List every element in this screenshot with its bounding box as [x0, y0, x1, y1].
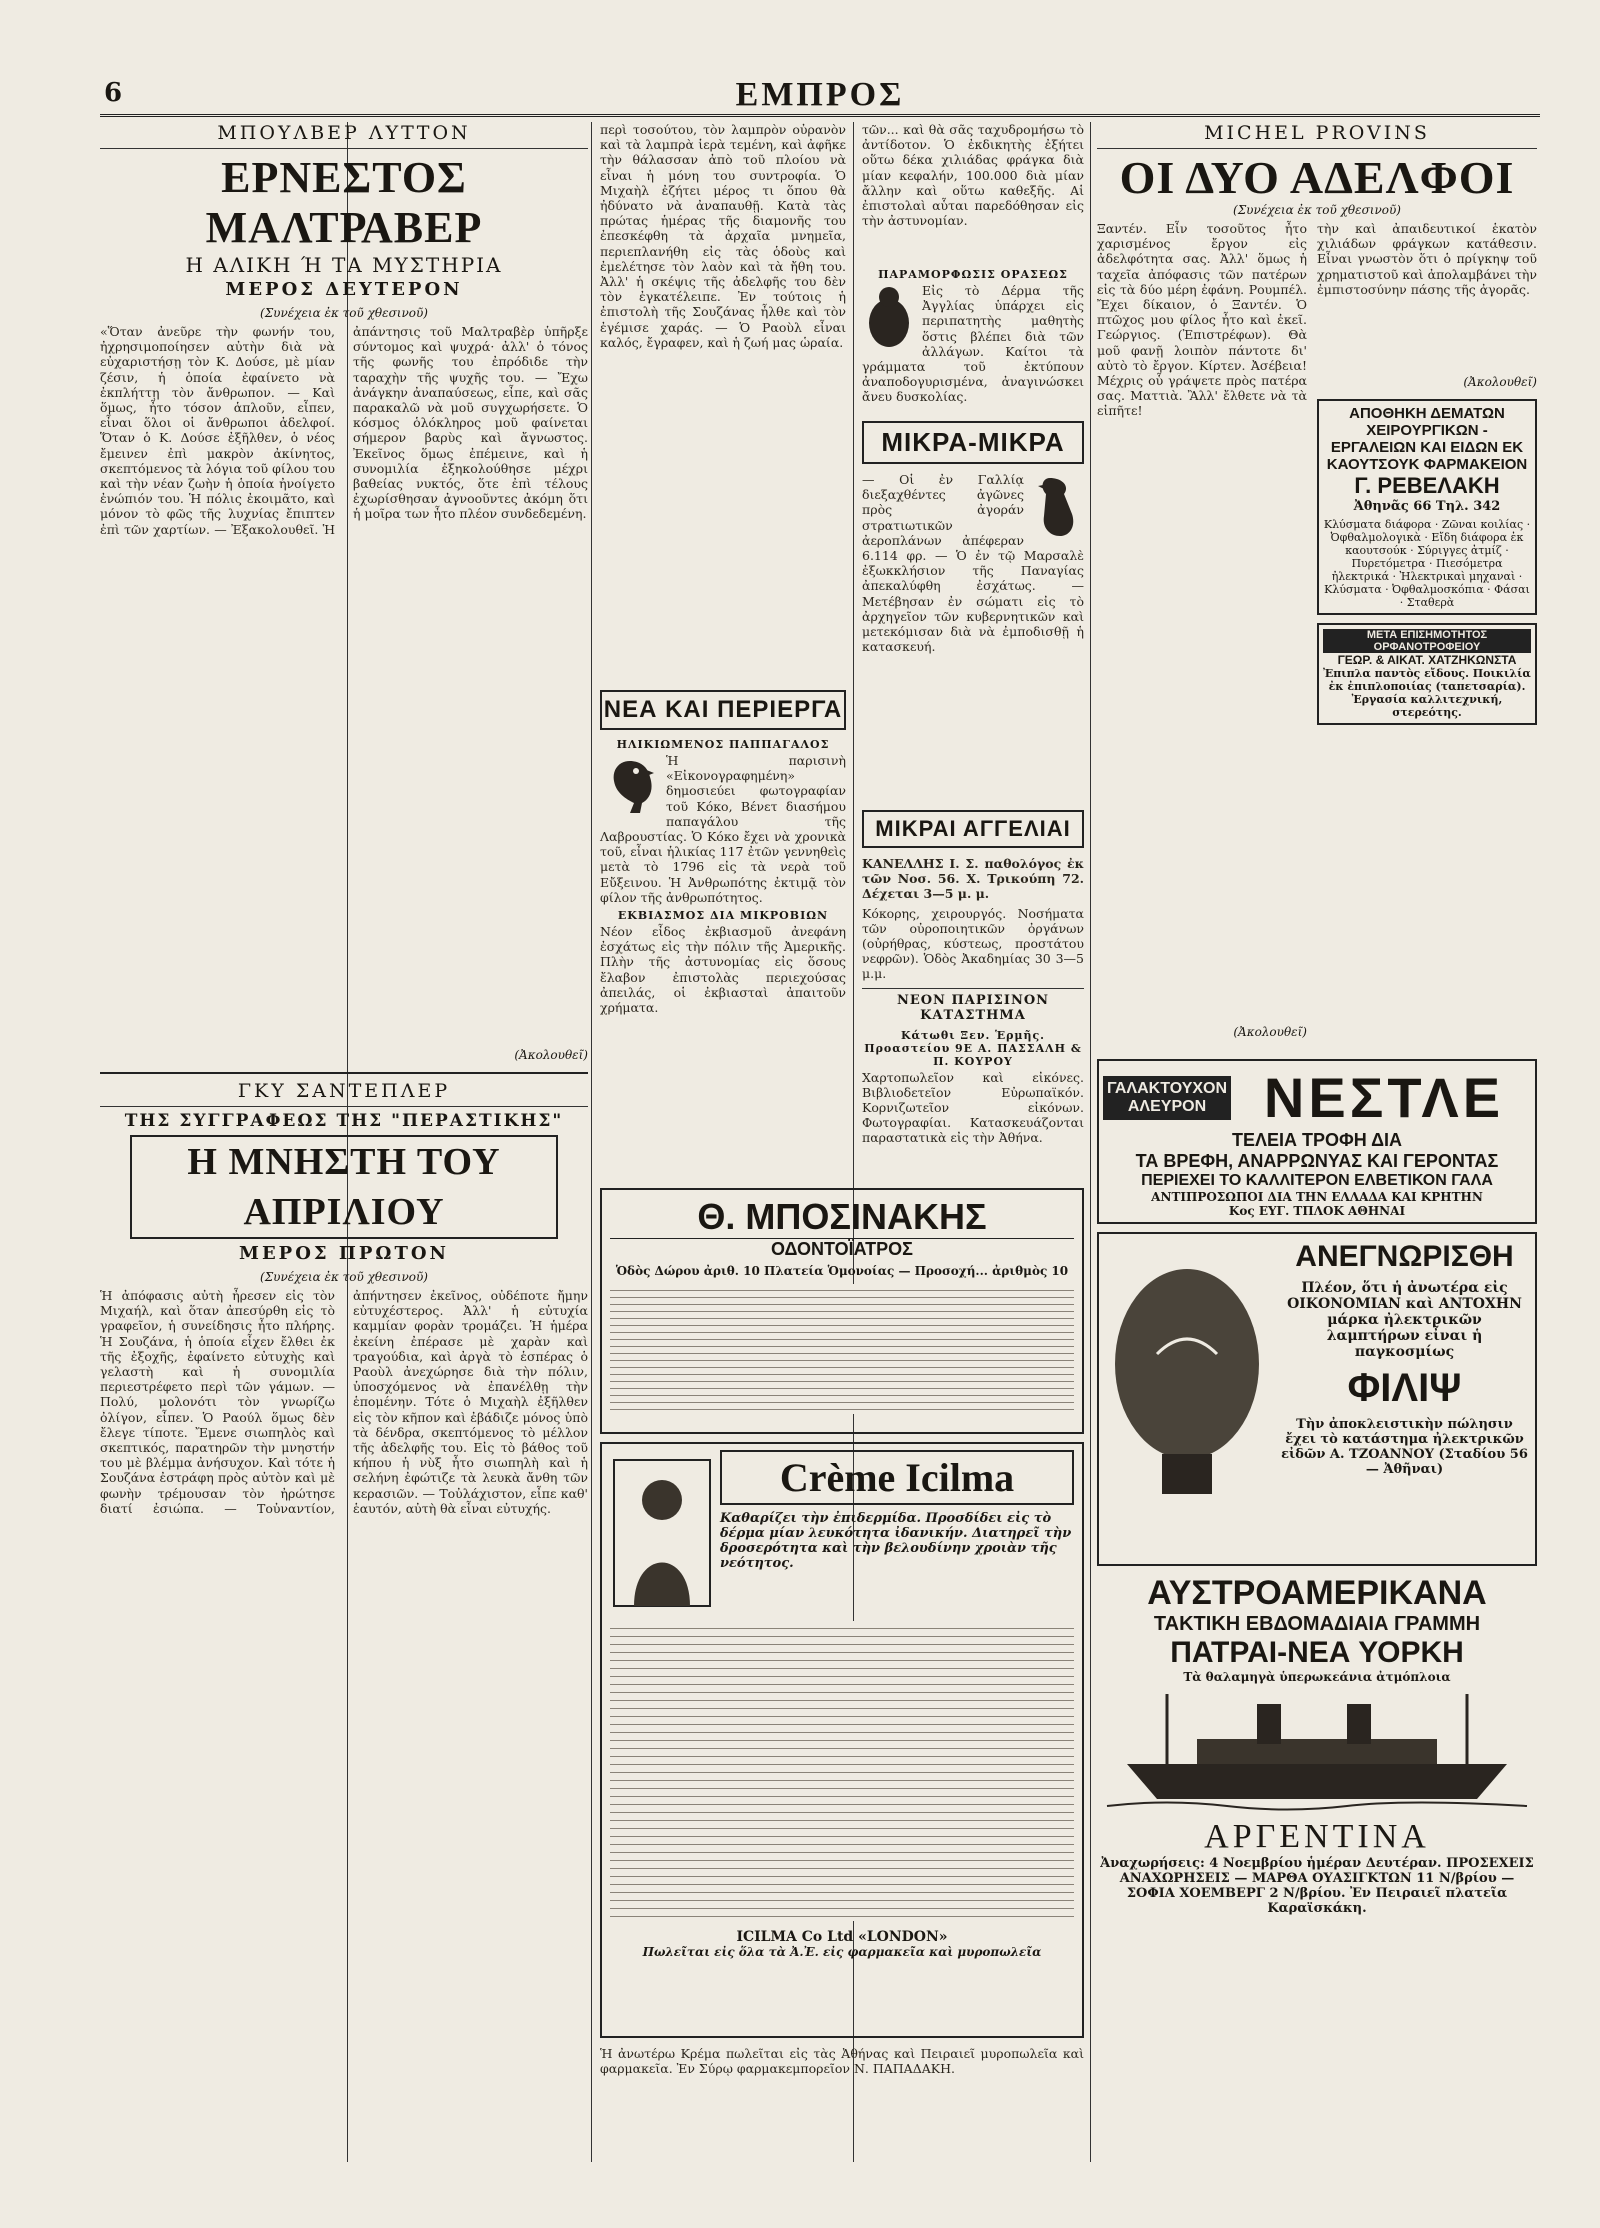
lamp-brand: ΦΙΛΙΨ: [1347, 1366, 1462, 1410]
nestle-top: [1103, 1065, 1531, 1130]
story1-title: ΕΡΝΕΣΤΟΣ ΜΑΛΤΡΑΒΕΡ: [205, 153, 483, 252]
ads-center: [600, 1180, 1084, 2160]
story2-author: ΓΚΥ ΣΑΝΤΕΠΛΕΡ: [100, 1072, 588, 1107]
page-header: [100, 78, 1540, 117]
woman-illustration-icon: [612, 1458, 712, 1608]
cream-title: Crème Icilma: [720, 1450, 1074, 1505]
story3-body-cont: τὴν καὶ ἀπαιδευτικοί ἑκατὸν χιλιάδων φράγκων κατάθεσιν. Εἶναι γνωστὸν ὅτι ὁ πρίγκηψ τοῦ χρηματιστοῦ καὶ ἀπολαμβάνει τὴν ἐμπιστοσύνην πάσης τῆς ἀγορᾶς.: [1317, 221, 1537, 297]
section-title-micro: ΜΙΚΡΑ-ΜΙΚΡΑ: [862, 421, 1084, 464]
column-right: [1097, 122, 1537, 2162]
orphan-head: ΜΕΤΑ ΕΠΙΣΗΜΟΤΗΤΟΣ ΟΡΦΑΝΟΤΡΟΦΕΙΟΥ: [1323, 629, 1531, 653]
story1-follows: (Ἀκολουθεῖ): [514, 1048, 588, 1062]
story3-author: MICHEL PROVINS: [1097, 122, 1537, 149]
item-head-vision: ΠΑΡΑΜΟΡΦΩΣΙΣ ΟΡΑΣΕΩΣ: [878, 268, 1068, 281]
steamship-icon: [1107, 1684, 1527, 1814]
story1-body: «Ὅταν ἀνεῦρε τὴν φωνήν του, ἠχρησιμοποίησεν αὐτὴν διὰ νὰ εὐχαριστήσῃ τὸν Κ. Δούσε, μὲ μίαν ζέσιν, ἡ ὁποία ἐφαίνετο νὰ ἐκπλήττῃ τὸν ἄνθρωπον. — Καὶ ὅμως, ἦτο τόσον ἁπλοῦν, εἶπεν, εἶναι ὅλοι οἱ ἄνθρωποι ἀδελφοί. Ὅταν ὁ Κ. Δούσε ἐξῆλθεν, ὁ νέος ἔμεινεν ἐπὶ μακρὸν ἀκίνητος, σκεπτόμενος τὰ λόγια τοῦ φίλου του καὶ τὴν νέαν ζωὴν ἡ ὁποία ἠνοίγετο ἐνώπιόν του. Ἡ πόλις ἐκοιμᾶτο, καὶ μόνον τὸ φῶς τῆς λυχνίας ἔπιπτεν ἐπὶ τῶν χαρτίων. — Ἐξακολουθεῖ. Ἡ ἀπάντησις τοῦ Μαλτραβὲρ ὑπῆρξε σύντομος καὶ ψυχρά· ἀλλ' ὁ τόνος τῆς φωνῆς του ἐπρόδιδε τὴν ταραχὴν τῆς ψυχῆς του. — Ἔχω ἀνάγκην ἀναπαύσεως, εἶπε, καὶ σᾶς παρακαλῶ νὰ μοῦ συγχωρήσετε. Ὁ κόσμος ὁλόκληρος μοῦ φαίνεται σήμερον βαρὺς καὶ ἄγνωστος. Ἐκεῖνος ὅμως ἐπέμεινε, καὶ ἡ συνομιλία ἐξηκολούθησε μέχρι βαθείας νυκτός, ὅτε ἐπὶ τέλους ἐχωρίσθησαν ἀγνοοῦντες ἀκόμη ὅτι ἡ μοῖρα των ἦτο πλέον συνδεδεμένη.: [100, 324, 588, 537]
micro-body: — Οἱ ἐν Γαλλίᾳ διεξαχθέντες ἀγῶνες πρὸς ἀγοράν στρατιωτικῶν ἀεροπλάνων ἀπέφεραν 6.114 φρ. — Ὁ ἐν τῷ Μαρσαλὲ ἐξωκκλήσιον τῆς Παναγίας ἀπεκαλύφθη ἐσχάτως. — Μετέβησαν ἐν σώματι εἰς τὸ ἀρχηγεῖον τῶν κυβερνητικῶν καὶ μετεκόμισαν διὰ νὰ ἐμποδισθῇ ἡ κατασκευή.: [862, 472, 1084, 655]
story3-body: Ξαντέν. Εἶν τοσοῦτος ἦτο χαρισμένος ἔργον εἰς ἀδελφότητα σας. Ἀλλ' ὅμως ἡ ταχεῖα ἀπόφασις τῶν πατέρων εἰς τὰ δύο μέρη ἐφάνη. Ρουμπέλ. Ἔχει δίκαιον, ὁ Ξαντέν. Ὁ πτῶχος μου φίλος ἦτο καὶ ἐκεῖ. Γεώργιος. (Ἐπιστρέφων). Θὰ μοῦ φανῇ λοιπὸν πάντοτε δι' αὐτὸ τὸ ἔργον. Κίρτεν. Ἀσέβεια! Μέχρις οὗ γράψετε πρὸς πατέρα σας. Ματτιὰ. Ἂλλ' ἔλθετε νὰ τὰ εἰπῆτε!: [1097, 221, 1307, 419]
parrot-icon: [600, 753, 660, 817]
story3-title: ΟΙ ΔΥΟ ΑΔΕΛΦΟΙ: [1119, 152, 1515, 203]
story3-right: [1317, 221, 1537, 1049]
bird-icon: [1030, 472, 1084, 542]
classified-ad-3-body: Χαρτοπωλεῖον καὶ εἰκόνες. Βιβλιοδετεῖον Εὐρωπαϊκόν. Κορνιζωτεῖον εἰκόνων. Φωτογραφίαι. Κατασκευάζονται παραστατικὰ εἰς τὴν Ἀθήνα.: [862, 1069, 1084, 1146]
dentist-fine-print: [610, 1284, 1074, 1414]
story2-title: Η ΜΝΗΣΤΗ ΤΟΥ ΑΠΡΙΛΙΟΥ: [130, 1135, 558, 1239]
story2-line: ΤΗΣ ΣΥΓΓΡΑΦΕΩΣ ΤΗΣ "ΠΕΡΑΣΤΙΚΗΣ": [124, 1111, 564, 1131]
figure-icon: [862, 283, 916, 353]
ad-dentist: [600, 1188, 1084, 1434]
column-rule: [591, 122, 592, 2162]
orphan-sub: ΓΕΩΡ. & ΑΙΚΑΤ. ΧΑΤΖΗΚΩΝΣΤΑ: [1337, 653, 1517, 667]
nestle-line2: ΤΑ ΒΡΕΦΗ, ΑΝΑΡΡΩΝΥΑΣ ΚΑΙ ΓΕΡΟΝΤΑΣ: [1135, 1151, 1499, 1171]
dentist-name: Θ. ΜΠΟΣΙΝΑΚΗΣ: [610, 1196, 1074, 1239]
classified-ad-1: ΚΑΝΕΛΛΗΣ Ι. Σ. παθολόγος ἐκ τῶν Νοσ. 56. Χ. Τρικούπη 72. Δέχεται 3—5 μ. μ.: [862, 856, 1084, 902]
cream-tail: Πωλεῖται εἰς ὅλα τὰ Ἀ.Ἐ. εἰς φαρμακεῖα καὶ μυροπωλεῖα: [642, 1945, 1042, 1959]
story1-continued: (Συνέχεια ἐκ τοῦ χθεσινοῦ): [260, 306, 428, 320]
column-serials: [100, 122, 588, 2162]
dentist-address: Ὁδὸς Δώρου ἀριθ. 10 Πλατεία Ὁμονοίας — Προσοχή... ἀριθμὸς 10: [615, 1264, 1069, 1278]
section-title-classifieds: ΜΙΚΡΑΙ ΑΓΓΕΛΙΑΙ: [862, 810, 1084, 848]
story3-follows: (Ἀκολουθεῖ): [1233, 1025, 1307, 1039]
item-body-vision: Εἰς τὸ Δέρμα τῆς Ἀγγλίας ὑπάρχει εἰς περιπατητὴς μαθητὴς ὅστις βλέπει διὰ τῶν ἀλλάγων. Καίτοι τὰ γράμματα τοῦ ἐκτύπουν ἀναποδογυρισμένα, ἀναγινώσκει ἄνευ δυσκολίας.: [862, 283, 1084, 405]
nestle-line1: ΤΕΛΕΙΑ ΤΡΟΦΗ ΔΙΑ: [1231, 1130, 1403, 1150]
orphan-body: Ἐπιπλα παντὸς εἴδους. Ποικιλία ἐκ ἐπιπλοποιίας (ταπετσαρία). Ἐργασία καλλιτεχνική, στερεότης.: [1323, 667, 1531, 719]
story2-continued: (Συνέχεια ἐκ τοῦ χθεσινοῦ): [260, 1270, 428, 1284]
ad-shipping: [1097, 1574, 1537, 1976]
story3-follows-2: (Ἀκολουθεῖ): [1463, 375, 1537, 389]
story1-subtitle: Η ΑΛΙΚΗ Ή ΤΑ ΜΥΣΤΗΡΙΑ: [185, 253, 503, 277]
classified-ad-2: Κόκορης, χειρουργός. Νοσήματα τῶν οὐροποιητικῶν ὀργάνων (οὐρήθρας, κύστεως, προστάτου νεφρῶν). Ὁδὸς Ἀκαδημίας 30 3—5 μ.μ.: [862, 905, 1084, 982]
column-briefs: [862, 122, 1084, 1172]
item-body-microbes: Νέον εἶδος ἐκβιασμοῦ ἀνεφάνη ἐσχάτως εἰς τὴν πόλιν τῆς Ἀμερικῆς. Πλὴν τῆς ἀστυνομίας εἰς ὅσους ἔλαβον ἐπιστολὰς περιεχούσας ἀπειλάς, οἱ ἐκβιασταὶ ἀπαιτοῦν χρήματα.: [600, 924, 846, 1016]
lightbulb-icon: [1107, 1254, 1267, 1514]
dentist-role: ΟΔΟΝΤΟΪΑΤΡΟΣ: [771, 1239, 913, 1259]
philips-text: [1274, 1234, 1535, 1483]
masthead: ΕΜΠΡΟΣ: [735, 76, 905, 113]
cream-fine-print: [610, 1621, 1074, 1921]
nestle-line4: ΑΝΤΙΠΡΟΣΩΠΟΙ ΔΙΑ ΤΗΝ ΕΛΛΑΔΑ ΚΑΙ ΚΡΗΤΗΝ: [1151, 1190, 1483, 1204]
item-head-microbes: ΕΚΒΙΑΣΜΟΣ ΔΙΑ ΜΙΚΡΟΒΙΩΝ: [617, 909, 829, 922]
depot-name: Γ. ΡΕΒΕΛΑΚΗ: [1354, 473, 1500, 498]
nestle-left: ΓΑΛΑΚΤΟΥΧΟΝ ΑΛΕΥΡΟΝ: [1103, 1076, 1231, 1120]
depot-title: ΑΠΟΘΗΚΗ ΔΕΜΑΤΩΝ ΧΕΙΡΟΥΡΓΙΚΩΝ - ΕΡΓΑΛΕΙΩΝ ΚΑΙ ΕΙΔΩΝ ΕΚ ΚΑΟΥΤΣΟΥΚ ΦΑΡΜΑΚΕΙΟΝ: [1326, 405, 1528, 473]
cream-tagline: Καθαρίζει τὴν ἐπιδερμίδα. Προσδίδει εἰς τὸ δέρμα μίαν λευκότητα ἰδανικήν. Διατηρεῖ τὴν δροσερότητα καὶ τὴν βελουδίνην χροιὰν τῆς νεότητος.: [720, 1511, 1072, 1571]
story1-author: ΜΠΟΥΛΒΕΡ ΛΥΤΤΟΝ: [100, 122, 588, 149]
col4-body-top: τῶν... καὶ θὰ σᾶς ταχυδρομήσω τὸ ἀντίδοτον. Ὁ ἐκδικητὴς ἐξήτει οὕτω δέκα χιλιάδας φράγκα διὰ μίαν κεφαλήν, 100.000 διὰ μίαν ἄλλην καὶ οὕτω καθεξῆς. Αἱ ἐπιστολαὶ αὗται παρεδόθησαν εἰς τὴν ἀστυνομίαν.: [862, 122, 1084, 229]
classified-ad-3-title: ΝΕΟΝ ΠΑΡΙΣΙΝΟΝ ΚΑΤΑΣΤΗΜΑ: [862, 988, 1084, 1023]
ship-sub: Τὰ θαλαμηγὰ ὑπερωκεάνια ἀτμόπλοια: [1183, 1670, 1451, 1684]
ad-nestle: [1097, 1059, 1537, 1224]
ad-philips: [1097, 1232, 1537, 1566]
ad-depot: [1317, 399, 1537, 615]
page-number: 6: [104, 78, 123, 108]
story2-body: Ἡ ἀπόφασις αὐτὴ ἦρεσεν εἰς τὸν Μιχαήλ, καὶ ὅταν ἀπεσύρθη εἰς τὸ γραφεῖον, ἡ συνείδησις ἦτο πλήρης. Ἡ Σουζάνα, ἡ ὁποία εἶχεν ἔλθει ἐκ τῆς ἐξοχῆς, ἐφαίνετο εὐτυχὴς καὶ γελαστὴ καὶ ἡ συνομιλία περιεστρέφετο περὶ τῶν γάμων. — Πολύ, μολονότι τὸν γνωρίζω ὀλίγον, εἶπεν. Ὁ Ραούλ ὅμως δὲν ἔλεγε τίποτε. Ἔμενε σιωπηλὸς καὶ σκεπτικός, παρατηρῶν τὴν μνηστήν του μὲ βλέμμα ἀνήσυχον. Καὶ τότε ἡ Σουζάνα ἐστράφη πρὸς αὐτὸν καὶ μὲ φωνὴν τρέμουσαν τὸν ἠρώτησε διατί ἐσιώπα. — Τοὐναντίον, ἀπήντησεν ἐκεῖνος, οὐδέποτε ἤμην εὐτυχέστερος. Ἀλλ' ἡ εὐτυχία καμμίαν φορὰν τρομάζει. Ἡ ἡμέρα ἐκείνη ἐπέρασε μὲ χαρὰν καὶ τραγούδια, καὶ ἀργὰ τὸ ἑσπέρας ὁ Ραοὺλ ἀνεχώρησε διὰ τὴν πόλιν, ὑποσχόμενος νὰ ἐπανέλθῃ τὴν ἑπομένην. Τότε ὁ Μιχαὴλ ἐξῆλθεν εἰς τὸν κῆπον καὶ ἐβάδιζε μόνος ὑπὸ τὰ δένδρα, σκεπτόμενος τὸ μέλλον τῆς ἀδελφῆς του. Εἰς τὸ βάθος τοῦ κήπου ἡ νὺξ ἦτο σιωπηλὴ καὶ ἡ σελήνη ἐφώτιζε τὰ λευκὰ ἄνθη τῶν κερασιῶν. — Τοὐλάχιστον, εἶπε καθ' ἑαυτόν, αὐτὴ θὰ εἶναι εὐτυχής.: [100, 1288, 588, 1516]
lamp-body2: Τὴν ἀποκλειστικὴν πώλησιν ἔχει τὸ κατάστημα ἠλεκτρικῶν εἰδῶν Α. ΤΖΟΑΝΝΟΥ (Σταδίου 56 — Ἀθῆναι): [1281, 1417, 1528, 1477]
col3-body-top: περὶ τοσούτου, τὸν λαμπρὸν οὐρανὸν καὶ τὰ λαμπρὰ ἱερὰ τεμένη, καὶ ἀφῆκε τὴν θάλασσαν ἀπὸ τοῦ πλοίου νὰ εἶναι ἡ μόνη του συντροφία. Ὁ Μιχαὴλ ἐζήτει μέρος τι ὅπου θὰ ἠδύνατο νὰ ἀναπαυθῇ. Κατὰ τὰς πρώτας ἡμέρας τῆς διαμονῆς του ἐπεσκέφθη τὰ ἀρχαῖα μνημεῖα, περιεπλανήθη εἰς τὰς ὁδοὺς καὶ ἐμελέτησε τὸν λαὸν καὶ τὰ ἤθη του. Ἀλλ' ἡ σκέψις τῆς ἀδελφῆς του δὲν τὸν ἐγκατέλειπε. Ἐν τούτοις ἡ ἐπιστολὴ τῆς Σουζάνας ἦλθε καὶ τὸν ἐγέμισε χαράς. — Ὁ Ραοὺλ εἶναι καλός, ἔγραφεν, καὶ ἡ ζωή μας ὡραία.: [600, 122, 846, 350]
nestle-line3: ΠΕΡΙΕΧΕΙ ΤΟ ΚΑΛΛΙΤΕΡΟΝ ΕΛΒΕΤΙΚΟΝ ΓΑΛΑ: [1141, 1172, 1493, 1189]
story3-wrap: [1097, 221, 1537, 1049]
ad-creme-icilma: [600, 1442, 1084, 2038]
ship-dest: ΑΡΓΕΝΤΙΝΑ: [1204, 1818, 1430, 1855]
story2-part: ΜΕΡΟΣ ΠΡΩΤΟΝ: [239, 1243, 449, 1264]
lamp-body1: Πλέον, ὅτι ἡ ἀνωτέρα εἰς ΟΙΚΟΝΟΜΙΑΝ καὶ ΑΝΤΟΧΗΝ μάρκα ἠλεκτρικῶν λαμπτήρων εἶναι ἡ παγκοσμίως: [1287, 1280, 1522, 1360]
cream-company: ICILMA Co Ltd «LONDON»: [736, 1929, 948, 1945]
ship-body: Ἀναχωρήσεις: 4 Νοεμβρίου ἡμέραν Δευτέραν. ΠΡΟΣΕΧΕΙΣ ΑΝΑΧΩΡΗΣΕΙΣ — ΜΑΡΘΑ ΟΥΑΣΙΓΚΤΩΝ 11 Ν/βρίου — ΣΟΦΙΑ ΧΟΕΜΒΕΡΓ 2 Ν/βρίου. Ἐν Πειραιεῖ πλατεῖα Καραϊσκάκη.: [1100, 1856, 1534, 1916]
depot-list: Κλύσματα διάφορα · Ζῶναι κοιλίας · Ὀφθαλμολογικὰ · Εἴδη διάφορα ἐκ καουτσούκ · Σύριγγες ἀτμίζ · Πυρετόμετρα · Πιεσόμετρα ἠλεκτρικά · Ἠλεκτρικαὶ μηχαναὶ · Κλύσματα · Ὀφθαλμοσκόπια · Φάσαι · Σταθερὰ: [1323, 518, 1531, 609]
nestle-brand: ΝΕΣΤΛΕ: [1263, 1066, 1505, 1129]
ship-line: ΤΑΚΤΙΚΗ ΕΒΔΟΜΑΔΙΑΙΑ ΓΡΑΜΜΗ: [1153, 1613, 1481, 1635]
ad-orphanage: [1317, 623, 1537, 725]
story1-part: ΜΕΡΟΣ ΔΕΥΤΕΡΟΝ: [225, 279, 463, 300]
item-body-parrot: Ἡ παρισινὴ «Εἰκονογραφημένη» δημοσιεύει φωτογραφίαν τοῦ Κόκο, Βένετ διασήμου παπαγάλου τῆς Λαβρουστίας. Ὁ Κόκο ἔχει νὰ χρονικὰ τοῦ, εἶναι ἡλικίας 117 ἐτῶν γεννηθεὶς μετὰ τὸ 1796 εἰς τὰ νερὰ τοῦ Εὔξεινου. Ἡ Ἀνθρωπότης ἐκτιμᾷ τὸν φίλον τῆς ἀνθρωπότητος.: [600, 753, 846, 905]
nestle-line5: Κος ΕΥΓ. ΤΠΛΟΚ ΑΘΗΝΑΙ: [1228, 1204, 1406, 1218]
ship-route: ΠΑΤΡΑΙ-ΝΕΑ ΥΟΡΚΗ: [1170, 1636, 1464, 1669]
cream-bottom-note: Ἡ ἀνωτέρω Κρέμα πωλεῖται εἰς τὰς Ἀθήνας καὶ Πειραιεῖ μυροπωλεῖα καὶ φαρμακεῖα. Ἐν Σύρῳ φαρμακεμπορεῖον Ν. ΠΑΠΑΔΑΚΗ.: [600, 2046, 1084, 2077]
ship-title: ΑΥΣΤΡΟΑΜΕΡΙΚΑΝΑ: [1147, 1574, 1487, 1612]
column-rule: [1090, 122, 1091, 2162]
item-head-parrot: ΗΛΙΚΙΩΜΕΝΟΣ ΠΑΠΠΑΓΑΛΟΣ: [616, 738, 830, 751]
classified-ad-3-address: Κάτωθι Ξεν. Ἑρμῆς. Προαστείου 9Ε Α. ΠΑΣΣΑΛΗ & Π. ΚΟΥΡΟΥ: [864, 1028, 1082, 1068]
depot-address: Ἀθηνᾶς 66 Τηλ. 342: [1353, 499, 1501, 514]
story3-left: [1097, 221, 1307, 1049]
section-title-news: ΝΕΑ ΚΑΙ ΠΕΡΙΕΡΓΑ: [600, 690, 846, 730]
lamp-title: ΑΝΕΓΝΩΡΙΣΘΗ: [1295, 1240, 1514, 1273]
story3-continued: (Συνέχεια ἐκ τοῦ χθεσινοῦ): [1233, 203, 1401, 217]
